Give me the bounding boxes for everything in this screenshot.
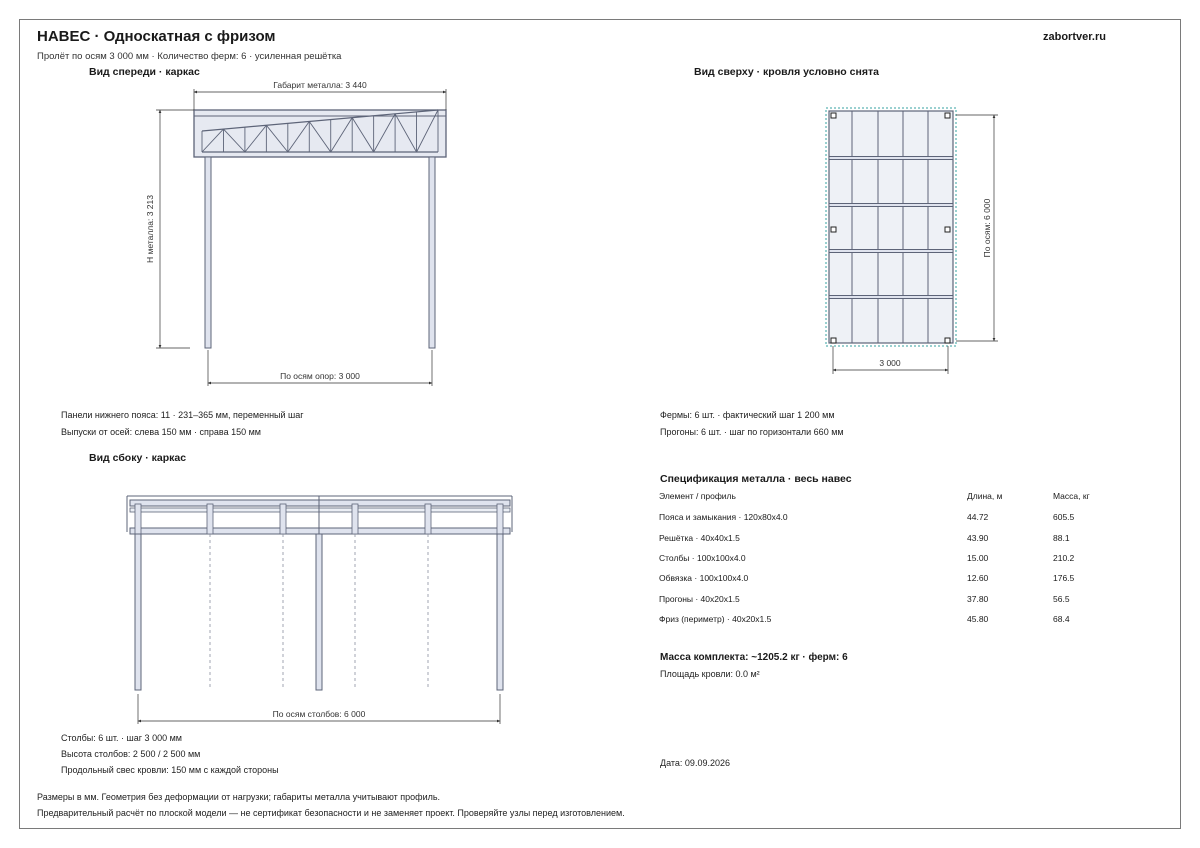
spec-row: [659, 594, 1099, 608]
side-post: [316, 534, 322, 690]
front-note-1: Панели нижнего пояса: 11 · 231–365 мм, переменный шаг: [61, 410, 304, 420]
side-view-drawing: [127, 496, 512, 724]
footer-note-1: Размеры в мм. Геометрия без деформации от нагрузки; габариты металла учитывают профиль.: [37, 792, 441, 802]
spec-cell-mass: 176.5: [1053, 573, 1075, 583]
side-note-3: Продольный свес кровли: 150 мм с каждой стороны: [61, 765, 279, 775]
spec-cell-length: 15.00: [967, 553, 989, 563]
front-height-dim: Н металла: 3 213: [145, 195, 155, 263]
top-frame: [829, 111, 953, 343]
spec-cell-mass: 605.5: [1053, 512, 1075, 522]
spec-cell-length: 43.90: [967, 533, 989, 543]
spec-cell-mass: 56.5: [1053, 594, 1070, 604]
side-post: [135, 534, 141, 690]
top-note-1: Фермы: 6 шт. · фактический шаг 1 200 мм: [660, 410, 835, 420]
spec-row: [659, 573, 1099, 587]
top-view-drawing: [826, 108, 998, 374]
spec-cell-element: Решётка · 40x40x1.5: [659, 533, 740, 543]
side-truss-mark: [352, 504, 358, 534]
side-note-2: Высота столбов: 2 500 / 2 500 мм: [61, 749, 201, 759]
roof-area: Площадь кровли: 0.0 м²: [660, 669, 760, 679]
spec-col-element: Элемент / профиль: [659, 491, 736, 501]
spec-cell-element: Столбы · 100x100x4.0: [659, 553, 746, 563]
side-bottom-beam: [130, 528, 510, 534]
truss-line: [829, 204, 953, 207]
front-view-drawing: [145, 80, 446, 386]
front-overall-dim: Габарит металла: 3 440: [273, 80, 367, 90]
spec-row: [659, 533, 1099, 547]
top-width-dim: 3 000: [879, 358, 901, 368]
drawing-subtitle: Пролёт по осям 3 000 мм · Количество ферм: 6 · усиленная решётка: [37, 51, 342, 62]
front-post-right: [429, 157, 435, 348]
side-truss-mark: [280, 504, 286, 534]
spec-header-row: [659, 491, 1099, 505]
spec-cell-length: 37.80: [967, 594, 989, 604]
front-view-heading: Вид спереди · каркас: [89, 66, 200, 78]
spec-cell-mass: 88.1: [1053, 533, 1070, 543]
front-frieze: [194, 110, 446, 157]
spec-cell-length: 12.60: [967, 573, 989, 583]
side-post: [497, 534, 503, 690]
spec-cell-length: 44.72: [967, 512, 989, 522]
side-truss-mark: [207, 504, 213, 534]
spec-cell-length: 45.80: [967, 614, 989, 624]
top-view-heading: Вид сверху · кровля условно снята: [694, 66, 879, 78]
truss-line: [829, 296, 953, 299]
side-truss-mark: [135, 504, 141, 534]
spec-row: [659, 614, 1099, 628]
truss-line: [829, 250, 953, 253]
site-name: zabortver.ru: [1043, 31, 1106, 43]
side-axes-dim: По осям столбов: 6 000: [272, 709, 366, 719]
side-truss-mark: [497, 504, 503, 534]
footer-note-2: Предварительный расчёт по плоской модели — не сертификат безопасности и не заменяет проект. Проверяйте узлы перед изготовлением.: [37, 808, 625, 818]
truss-line: [829, 157, 953, 160]
side-top-beam: [130, 500, 510, 506]
spec-cell-element: Фриз (периметр) · 40x20x1.5: [659, 614, 772, 624]
spec-col-length: Длина, м: [967, 491, 1003, 501]
drawing-date: Дата: 09.09.2026: [660, 758, 730, 768]
spec-total: Масса комплекта: ~1205.2 кг · ферм: 6: [660, 652, 848, 663]
spec-heading: Спецификация металла · весь навес: [660, 473, 852, 485]
spec-cell-mass: 210.2: [1053, 553, 1075, 563]
front-post-left: [205, 157, 211, 348]
spec-cell-element: Прогоны · 40x20x1.5: [659, 594, 740, 604]
spec-cell-element: Пояса и замыкания · 120x80x4.0: [659, 512, 788, 522]
spec-col-mass: Масса, кг: [1053, 491, 1090, 501]
spec-cell-mass: 68.4: [1053, 614, 1070, 624]
side-note-1: Столбы: 6 шт. · шаг 3 000 мм: [61, 733, 182, 743]
top-note-2: Прогоны: 6 шт. · шаг по горизонтали 660 мм: [660, 427, 844, 437]
drawing-title: НАВЕС · Односкатная с фризом: [37, 28, 276, 45]
side-truss-mark: [425, 504, 431, 534]
side-posts: [135, 534, 503, 690]
top-length-dim: По осям: 6 000: [982, 198, 992, 258]
side-view-heading: Вид сбоку · каркас: [89, 452, 187, 464]
spec-row: [659, 553, 1099, 567]
spec-cell-element: Обвязка · 100x100x4.0: [659, 573, 749, 583]
front-note-2: Выпуски от осей: слева 150 мм · справа 150 мм: [61, 427, 261, 437]
front-axes-dim: По осям опор: 3 000: [280, 371, 360, 381]
spec-row: [659, 512, 1099, 526]
